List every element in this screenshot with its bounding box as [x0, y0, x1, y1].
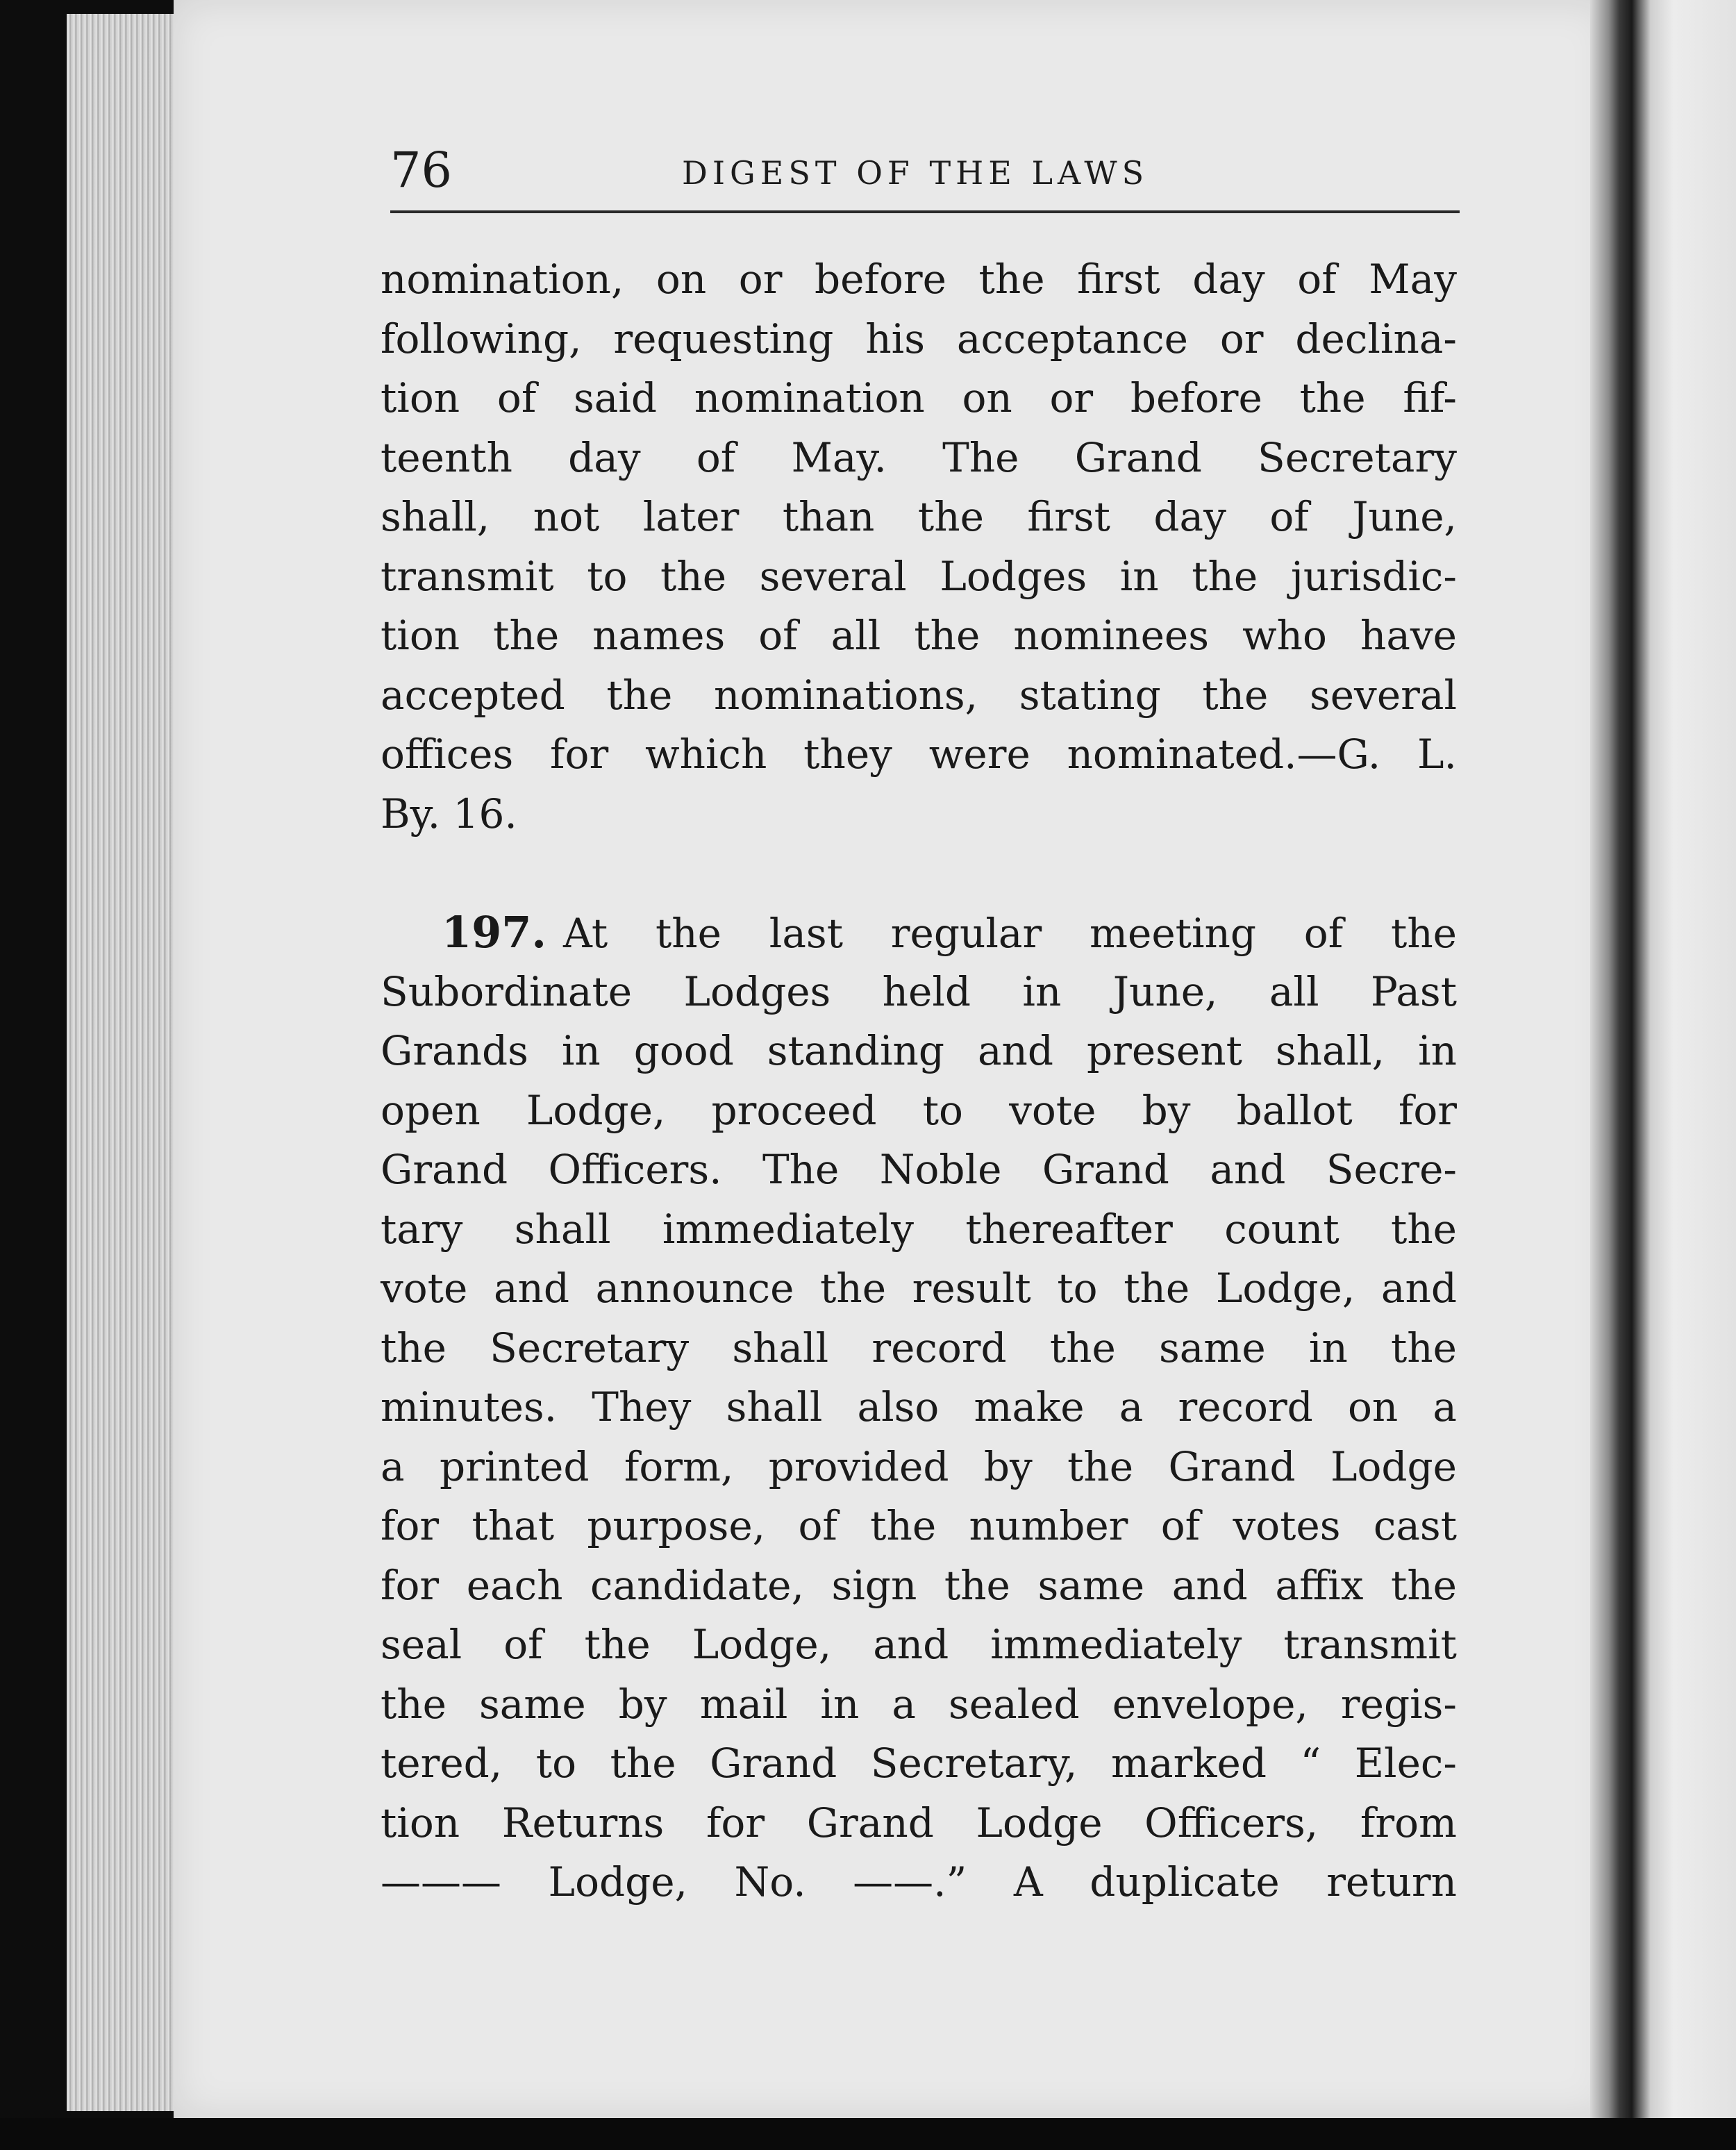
- running-head: [390, 139, 1460, 201]
- text-line: shall, not later than the first day of June,: [381, 493, 1457, 540]
- text-line: for that purpose, of the number of votes cast: [381, 1502, 1457, 1549]
- text-line: open Lodge, proceed to vote by ballot for: [381, 1086, 1457, 1134]
- text-line: Subordinate Lodges held in June, all Past: [381, 967, 1457, 1015]
- text-line: tion of said nomination on or before the fif-: [381, 374, 1457, 422]
- section-lead-line: [381, 903, 1457, 962]
- text-line: tary shall immediately thereafter count the: [381, 1205, 1457, 1253]
- text-line: for each candidate, sign the same and affix the: [381, 1561, 1457, 1609]
- body-text: [381, 250, 1457, 1912]
- text-line: nomination, on or before the first day of May: [381, 256, 1457, 303]
- text-line: tion the names of all the nominees who have: [381, 612, 1457, 659]
- text-line: the same by mail in a sealed envelope, regis-: [381, 1680, 1457, 1728]
- text-line: By. 16.: [381, 790, 517, 838]
- text-line: offices for which they were nominated.—G. L.: [381, 731, 1457, 778]
- text-line: the Secretary shall record the same in the: [381, 1324, 1457, 1372]
- text-line: a printed form, provided by the Grand Lodge: [381, 1442, 1457, 1490]
- text-line: tered, to the Grand Secretary, marked “ Elec-: [381, 1740, 1457, 1787]
- text-line: teenth day of May. The Grand Secretary: [381, 433, 1457, 481]
- text-line: tion Returns for Grand Lodge Officers, from: [381, 1799, 1457, 1847]
- paragraph-continued: [381, 250, 1457, 844]
- text-line: Grands in good standing and present shall, in: [381, 1027, 1457, 1074]
- text-line: following, requesting his acceptance or declina-: [381, 315, 1457, 362]
- book-gutter: [1590, 0, 1632, 2150]
- section-number: 197.: [442, 907, 547, 958]
- header-rule: [390, 210, 1460, 213]
- text-line: accepted the nominations, stating the several: [381, 671, 1457, 719]
- facing-page-edge: [1632, 0, 1736, 2150]
- text-line: Grand Officers. The Noble Grand and Secre-: [381, 1146, 1457, 1193]
- page-number: 76: [390, 142, 453, 199]
- running-title: DIGEST OF THE LAWS: [682, 154, 1149, 192]
- text-line: transmit to the several Lodges in the jurisdic-: [381, 552, 1457, 600]
- text-line: At the last regular meeting of the: [563, 910, 1457, 957]
- scan-border: [0, 2118, 1736, 2150]
- text-line: seal of the Lodge, and immediately transmit: [381, 1621, 1457, 1668]
- text-line: minutes. They shall also make a record on a: [381, 1383, 1457, 1431]
- paragraph-gap: [381, 844, 1457, 903]
- text-line: vote and announce the result to the Lodge, and: [381, 1265, 1457, 1312]
- text-line: ——— Lodge, No. ——.” A duplicate return: [381, 1858, 1457, 1906]
- section-197: [381, 903, 1457, 1912]
